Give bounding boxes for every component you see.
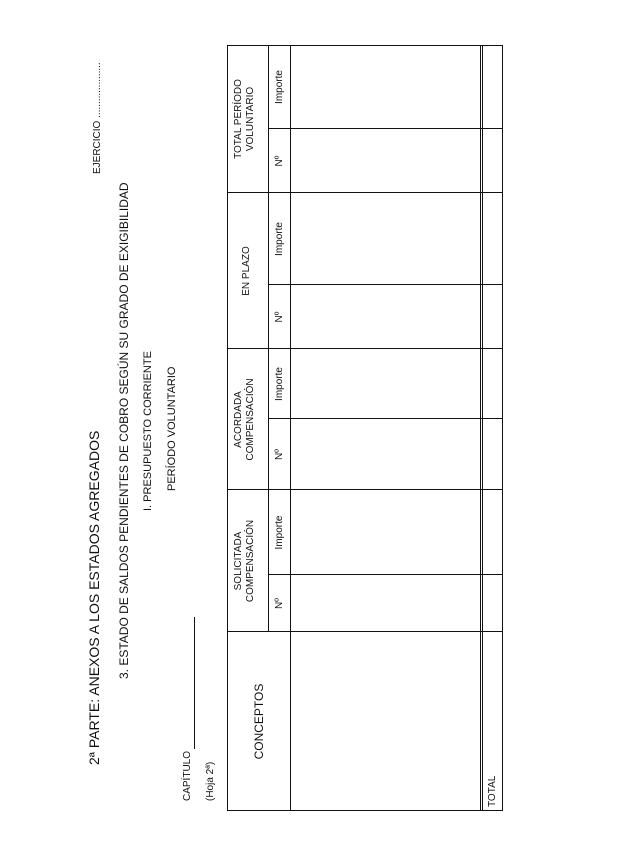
subheader-no-2: Nº — [274, 449, 285, 460]
group-label-line1: ACORDADA — [233, 391, 244, 448]
col-conceptos-divider — [227, 631, 503, 632]
sub-divider-3 — [268, 284, 503, 285]
group-label-line2: VOLUNTARIO — [245, 86, 256, 152]
group-label-line2: COMPENSACIÓN — [245, 378, 256, 461]
group-label-line1: EN PLAZO — [241, 246, 252, 296]
col-group4-divider — [227, 192, 503, 193]
subheader-importe-3: Importe — [274, 222, 285, 256]
total-separator-1 — [480, 45, 481, 811]
budget-label: I. PRESUPUESTO CORRIENTE — [142, 351, 154, 511]
sub-divider-2 — [268, 418, 503, 419]
header-separator — [290, 45, 291, 811]
subheader-importe-2: Importe — [274, 367, 285, 401]
capitulo-label: CAPÍTULO — [182, 750, 193, 801]
col-group3-divider — [227, 348, 503, 349]
conceptos-header: CONCEPTOS — [252, 683, 266, 760]
hoja-label: (Hoja 2ª) — [205, 761, 216, 801]
capitulo-underline — [194, 617, 195, 749]
statement-title: 3. ESTADO DE SALDOS PENDIENTES DE COBRO SEGÚN SU GRADO DE EXIGIBILIDAD — [117, 182, 131, 679]
group-header-total-periodo — [233, 45, 257, 193]
sub-divider-1 — [268, 574, 503, 575]
total-separator-2 — [482, 45, 483, 811]
subheader-separator — [268, 45, 269, 632]
part-title: 2ª PARTE: ANEXOS A LOS ESTADOS AGREGADOS — [86, 430, 102, 765]
subheader-no-3: Nº — [274, 311, 285, 323]
period-label: PERÍODO VOLUNTARIO — [166, 366, 178, 491]
ejercicio-label: EJERCICIO .................... — [92, 62, 103, 174]
total-label: TOTAL — [487, 775, 498, 807]
group-header-acordada — [233, 349, 257, 490]
sub-divider-4 — [268, 128, 503, 129]
subheader-no-4: Nº — [274, 155, 285, 167]
group-header-solicitada — [233, 490, 257, 632]
group-label-line2: COMPENSACIÓN — [245, 519, 256, 603]
subheader-importe-4: Importe — [274, 70, 285, 104]
col-group2-divider — [227, 489, 503, 490]
subheader-no-1: Nº — [274, 598, 285, 609]
group-label-line1: TOTAL PERÍODO — [233, 79, 244, 159]
subheader-importe-1: Importe — [274, 515, 285, 550]
group-header-en-plazo — [241, 193, 253, 349]
group-label-line1: SOLICITADA — [233, 531, 244, 591]
